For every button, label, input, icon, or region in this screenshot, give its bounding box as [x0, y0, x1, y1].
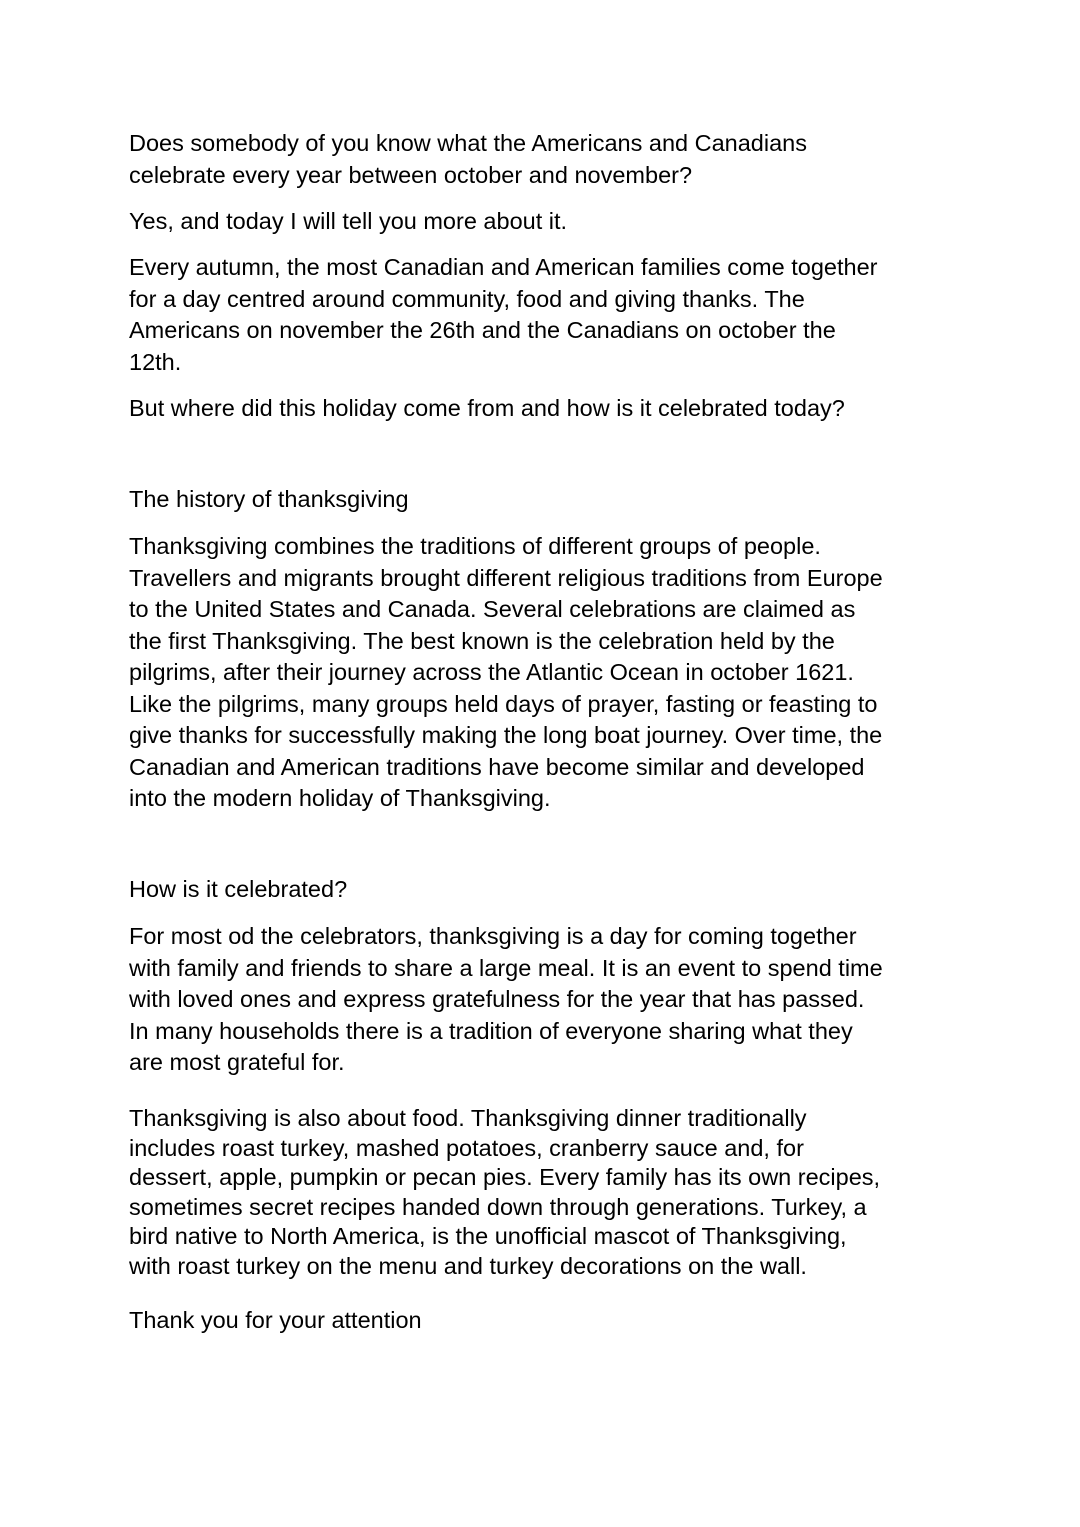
- history-paragraph: Thanksgiving combines the traditions of different groups of people. Travellers and migrants brought different religious traditions from Europe to the United States and Canada. Several celebrations are claimed as the first Thanksgiving. The best known is the celebration held by the pilgrims, after their journey across the Atlantic Ocean in october 1621. Like the pilgrims, many groups held days of prayer, fasting or feasting to give thanks for successfully making the long boat journey. Over time, the Canadian and American traditions have become similar and developed into the modern holiday of Thanksgiving.: [129, 533, 883, 811]
- history-heading: The history of thanksgiving: [129, 486, 409, 512]
- intro-closing-question: But where did this holiday come from and how is it celebrated today?: [129, 395, 845, 421]
- intro-answer: Yes, and today I will tell you more about it.: [129, 208, 568, 234]
- celebration-paragraph: For most od the celebrators, thanksgiving is a day for coming together with family and friends to share a large meal. It is an event to spend time with loved ones and express gratefulness for the year that has passed. In many households there is a tradition of everyone sharing what they are most grateful for.: [129, 923, 883, 1075]
- intro-question: Does somebody of you know what the Americans and Canadians celebrate every year between october and november?: [129, 130, 807, 188]
- food-paragraph: Thanksgiving is also about food. Thanksgiving dinner traditionally includes roast turkey, mashed potatoes, cranberry sauce and, for dessert, apple, pumpkin or pecan pies. Every family has its own recipes, sometimes secret recipes handed down through generations. Turkey, a bird native to North America, is the unofficial mascot of Thanksgiving, with roast turkey on the menu and turkey decorations on the wall.: [129, 1105, 881, 1279]
- celebration-heading: How is it celebrated?: [129, 876, 348, 902]
- intro-paragraph: Every autumn, the most Canadian and American families come together for a day centred around community, food and giving thanks. The Americans on november the 26th and the Canadians on october the 12th.: [129, 254, 878, 375]
- closing-text: Thank you for your attention: [129, 1307, 422, 1333]
